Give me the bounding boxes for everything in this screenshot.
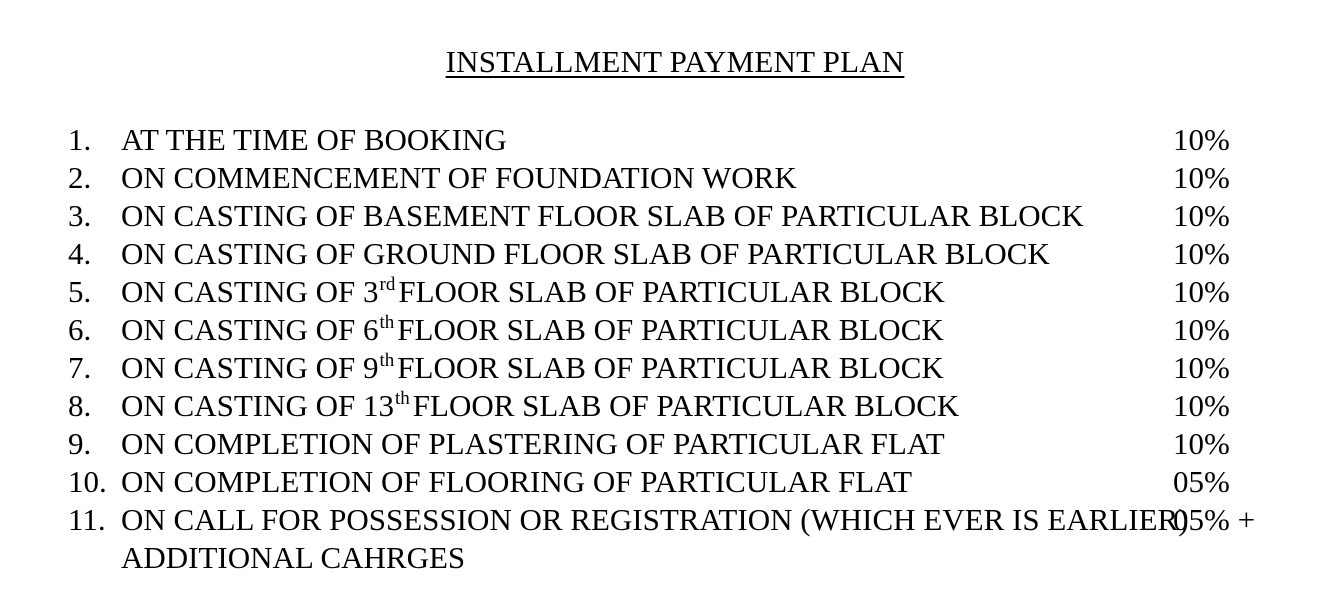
ordinal-suffix: th (379, 349, 395, 371)
list-item (0, 425, 1336, 463)
item-description: ON CALL FOR POSSESSION OR REGISTRATION (WHICH EVER IS EARLIER) (121, 502, 1189, 537)
item-percentage: 10% (1173, 122, 1230, 157)
item-description: ON CASTING OF GROUND FLOOR SLAB OF PARTICULAR BLOCK (121, 236, 1050, 271)
list-item (0, 121, 1336, 159)
item-description: ON CASTING OF 3rdFLOOR SLAB OF PARTICULAR BLOCK (121, 273, 945, 309)
item-percentage: 05% + (1173, 502, 1256, 537)
item-description: ON COMPLETION OF FLOORING OF PARTICULAR FLAT (121, 464, 913, 499)
list-item (0, 501, 1336, 539)
list-item (0, 197, 1336, 235)
list-item (0, 349, 1336, 387)
item-percentage: 05% (1173, 464, 1230, 499)
item-description: ON CASTING OF 6thFLOOR SLAB OF PARTICULAR BLOCK (121, 311, 944, 347)
list-item (0, 159, 1336, 197)
page-title: INSTALLMENT PAYMENT PLAN (445, 44, 905, 79)
ordinal-suffix: th (379, 311, 395, 333)
item-number: 9. (68, 426, 92, 461)
item-number: 4. (68, 236, 92, 271)
list-item (0, 463, 1336, 501)
list-item (0, 235, 1336, 273)
item-number: 3. (68, 198, 92, 233)
item-description: ON COMMENCEMENT OF FOUNDATION WORK (121, 160, 797, 195)
list-item-continuation (0, 539, 1336, 577)
item-number: 8. (68, 388, 92, 423)
list-item (0, 311, 1336, 349)
item-description: AT THE TIME OF BOOKING (121, 122, 507, 157)
list-item (0, 387, 1336, 425)
item-description: ON CASTING OF BASEMENT FLOOR SLAB OF PARTICULAR BLOCK (121, 198, 1084, 233)
item-number: 1. (68, 122, 92, 157)
item-percentage: 10% (1173, 388, 1230, 423)
item-percentage: 10% (1173, 350, 1230, 385)
item-number: 7. (68, 350, 92, 385)
item-number: 2. (68, 160, 92, 195)
item-description: ON CASTING OF 13thFLOOR SLAB OF PARTICULAR BLOCK (121, 387, 960, 423)
item-description-continuation: ADDITIONAL CAHRGES (121, 540, 466, 575)
item-number: 11. (68, 502, 106, 537)
payment-plan-list (0, 121, 1336, 577)
ordinal-suffix: rd (379, 273, 396, 295)
ordinal-suffix: th (395, 387, 410, 409)
item-percentage: 10% (1173, 198, 1230, 233)
item-description: ON CASTING OF 9thFLOOR SLAB OF PARTICULAR BLOCK (121, 349, 944, 385)
item-number: 5. (68, 274, 92, 309)
item-percentage: 10% (1173, 312, 1230, 347)
item-description: ON COMPLETION OF PLASTERING OF PARTICULAR FLAT (121, 426, 945, 461)
item-percentage: 10% (1173, 274, 1230, 309)
item-percentage: 10% (1173, 236, 1230, 271)
item-number: 10. (68, 464, 107, 499)
list-item (0, 273, 1336, 311)
item-percentage: 10% (1173, 160, 1230, 195)
item-percentage: 10% (1173, 426, 1230, 461)
item-number: 6. (68, 312, 92, 347)
